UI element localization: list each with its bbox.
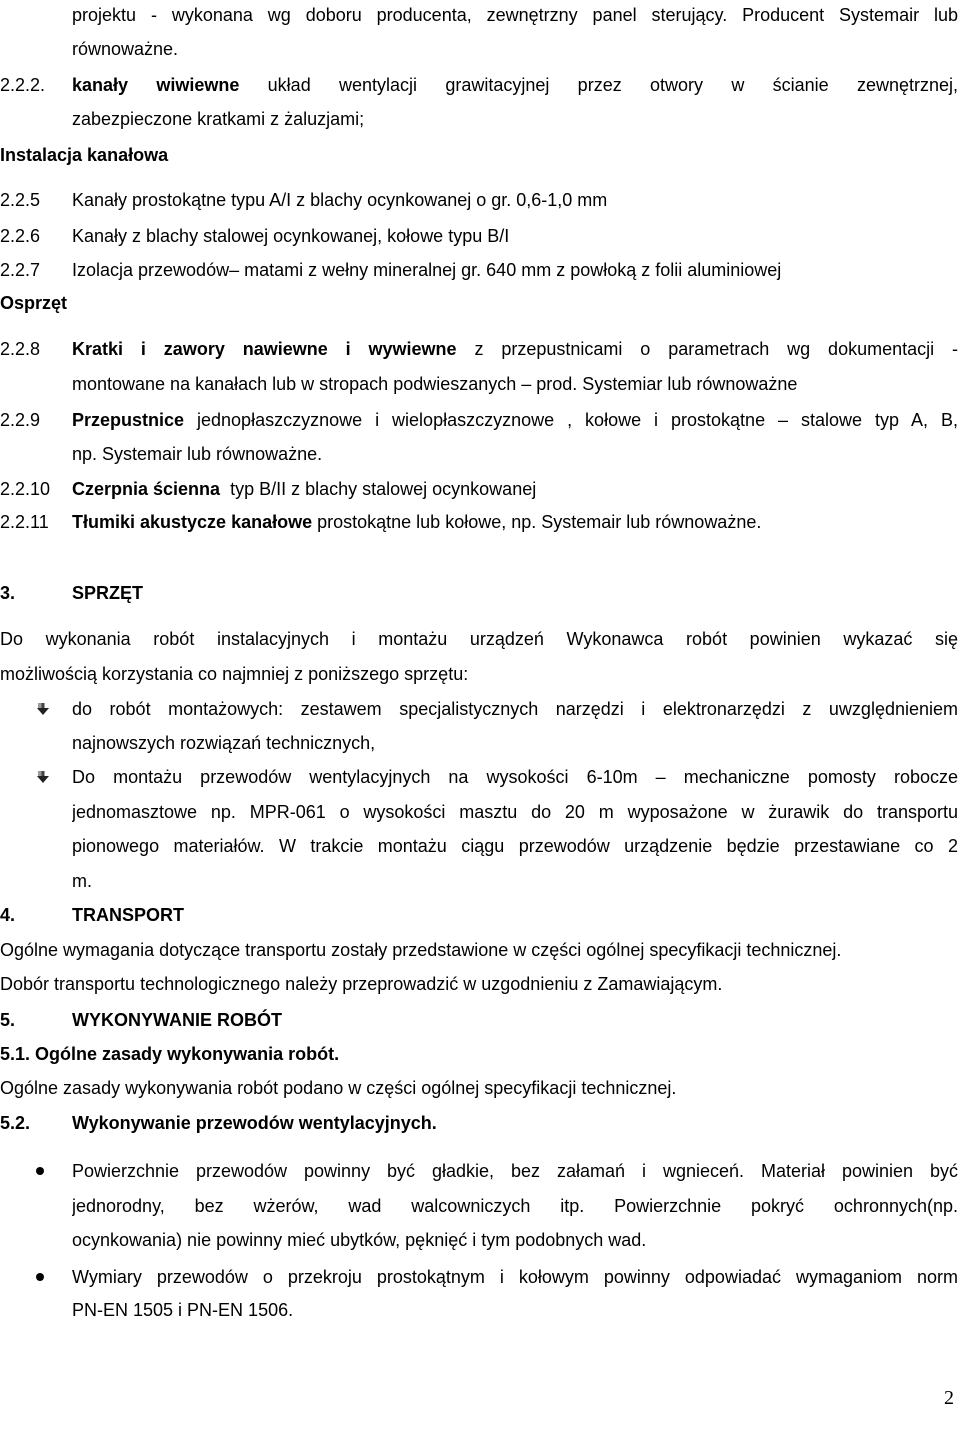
page-number: 2 xyxy=(944,1387,954,1409)
item-2222-bold: kanały wiwiewne xyxy=(72,75,240,95)
item-225-text: Kanały prostokątne typu A/I z blachy ocynkowanej o gr. 0,6-1,0 mm xyxy=(72,190,608,210)
bullet-dot-icon xyxy=(36,1167,44,1175)
bullet-2-line1: Wymiary przewodów o przekroju prostokątnym i kołowym powinny odpowiadać wymaganiom norm xyxy=(72,1267,958,1287)
item-2210-rest: typ B/II z blachy stalowej ocynkowanej xyxy=(220,479,537,499)
bullet-2-line2: jednomasztowe np. MPR-061 o wysokości masztu do 20 m wyposażone w żurawik do transportu xyxy=(72,802,958,822)
bullet-2-line3: pionowego materiałów. W trakcie montażu ciągu przewodów urządzenie będzie przestawiane co 2 xyxy=(72,836,958,856)
bullet-1-line2: najnowszych rozwiązań technicznych, xyxy=(72,733,376,753)
bullet-dot-icon xyxy=(36,1273,44,1281)
item-228-rest: z przepustnicami o parametrach wg dokumentacji - xyxy=(456,339,958,359)
section-5-number: 5. xyxy=(0,1010,16,1030)
paragraph-line: Ogólne wymagania dotyczące transportu zostały przedstawione w części ogólnej specyfikacji technicznej. xyxy=(0,940,842,960)
subsection-5-2-number: 5.2. xyxy=(0,1113,31,1133)
item-number: 2.2.7 xyxy=(0,260,41,280)
section-4-number: 4. xyxy=(0,905,16,925)
item-2211-line xyxy=(72,511,761,533)
heading-instalacja: Instalacja kanałowa xyxy=(0,145,169,165)
item-2210-bold: Czerpnia ścienna xyxy=(72,479,221,499)
bullet-1-line1: do robót montażowych: zestawem specjalistycznych narzędzi i elektronarzędzi z uwzględnieniem xyxy=(72,699,958,719)
item-number: 2.2.5 xyxy=(0,190,41,210)
subsection-5-2-title: Wykonywanie przewodów wentylacyjnych. xyxy=(72,1113,437,1133)
paragraph-line: Ogólne zasady wykonywania robót podano w części ogólnej specyfikacji technicznej. xyxy=(0,1078,677,1098)
section-4-title: TRANSPORT xyxy=(72,905,184,925)
bullet-2-line2: PN-EN 1505 i PN-EN 1506. xyxy=(72,1300,294,1320)
item-228-line2: montowane na kanałach lub w stropach podwieszanych – prod. Systemiar lub równoważne xyxy=(72,374,798,394)
bullet-2-line1: Do montażu przewodów wentylacyjnych na wysokości 6-10m – mechaniczne pomosty robocze xyxy=(72,767,958,787)
item-2222-line2: zabezpieczone kratkami z żaluzjami; xyxy=(72,109,365,129)
arrow-bullet-icon xyxy=(37,768,51,784)
section-3-title: SPRZĘT xyxy=(72,583,144,603)
item-number: 2.2.8 xyxy=(0,339,41,359)
item-228-bold: Kratki i zawory nawiewne i wywiewne xyxy=(72,339,457,359)
subsection-5-1-title: 5.1. Ogólne zasady wykonywania robót. xyxy=(0,1044,340,1064)
item-number: 2.2.10 xyxy=(0,479,51,499)
arrow-bullet-icon xyxy=(37,700,51,716)
item-228-line1 xyxy=(72,338,958,360)
item-2210-line xyxy=(72,478,536,500)
item-227-text: Izolacja przewodów– matami z wełny mineralnej gr. 640 mm z powłoką z folii aluminiowej xyxy=(72,260,782,280)
item-229-bold: Przepustnice xyxy=(72,410,185,430)
paragraph-line: możliwością korzystania co najmniej z poniższego sprzętu: xyxy=(0,664,469,684)
item-226-text: Kanały z blachy stalowej ocynkowanej, kołowe typu B/I xyxy=(72,226,510,246)
bullet-1-line3: ocynkowania) nie powinny mieć ubytków, pęknięć i tym podobnych wad. xyxy=(72,1230,647,1250)
item-2211-rest: prostokątne lub kołowe, np. Systemair lub równoważne. xyxy=(312,512,762,532)
section-3-number: 3. xyxy=(0,583,16,603)
item-229-line1 xyxy=(72,409,958,431)
item-2222-line1 xyxy=(72,74,958,96)
bullet-2-line4: m. xyxy=(72,871,92,891)
item-2211-bold: Tłumiki akustycze kanałowe xyxy=(72,512,313,532)
item-number: 2.2.9 xyxy=(0,410,41,430)
item-229-rest: jednopłaszczyznowe i wielopłaszczyznowe , kołowe i prostokątne – stalowe typ A, B, xyxy=(184,410,958,430)
item-2222-rest: układ wentylacji grawitacyjnej przez otwory w ścianie zewnętrznej, xyxy=(239,75,958,95)
paragraph-line: projektu - wykonana wg doboru producenta, zewnętrzny panel sterujący. Producent Systemair lub xyxy=(72,5,958,25)
section-5-title: WYKONYWANIE ROBÓT xyxy=(72,1010,282,1030)
item-number: 2.2.6 xyxy=(0,226,41,246)
paragraph-line: Dobór transportu technologicznego należy przeprowadzić w uzgodnieniu z Zamawiającym. xyxy=(0,974,723,994)
item-229-line2: np. Systemair lub równoważne. xyxy=(72,444,323,464)
bullet-1-line1: Powierzchnie przewodów powinny być gładkie, bez załamań i wgnieceń. Materiał powinien być xyxy=(72,1161,958,1181)
paragraph-line: Do wykonania robót instalacyjnych i montażu urządzeń Wykonawca robót powinien wykazać się xyxy=(0,629,958,649)
bullet-1-line2: jednorodny, bez wżerów, wad walcowniczych itp. Powierzchnie pokryć ochronnych(np. xyxy=(72,1196,958,1216)
item-number: 2.2.2. xyxy=(0,75,46,95)
heading-osprzet: Osprzęt xyxy=(0,293,68,313)
paragraph-line: równoważne. xyxy=(72,39,179,59)
item-number: 2.2.11 xyxy=(0,512,49,532)
